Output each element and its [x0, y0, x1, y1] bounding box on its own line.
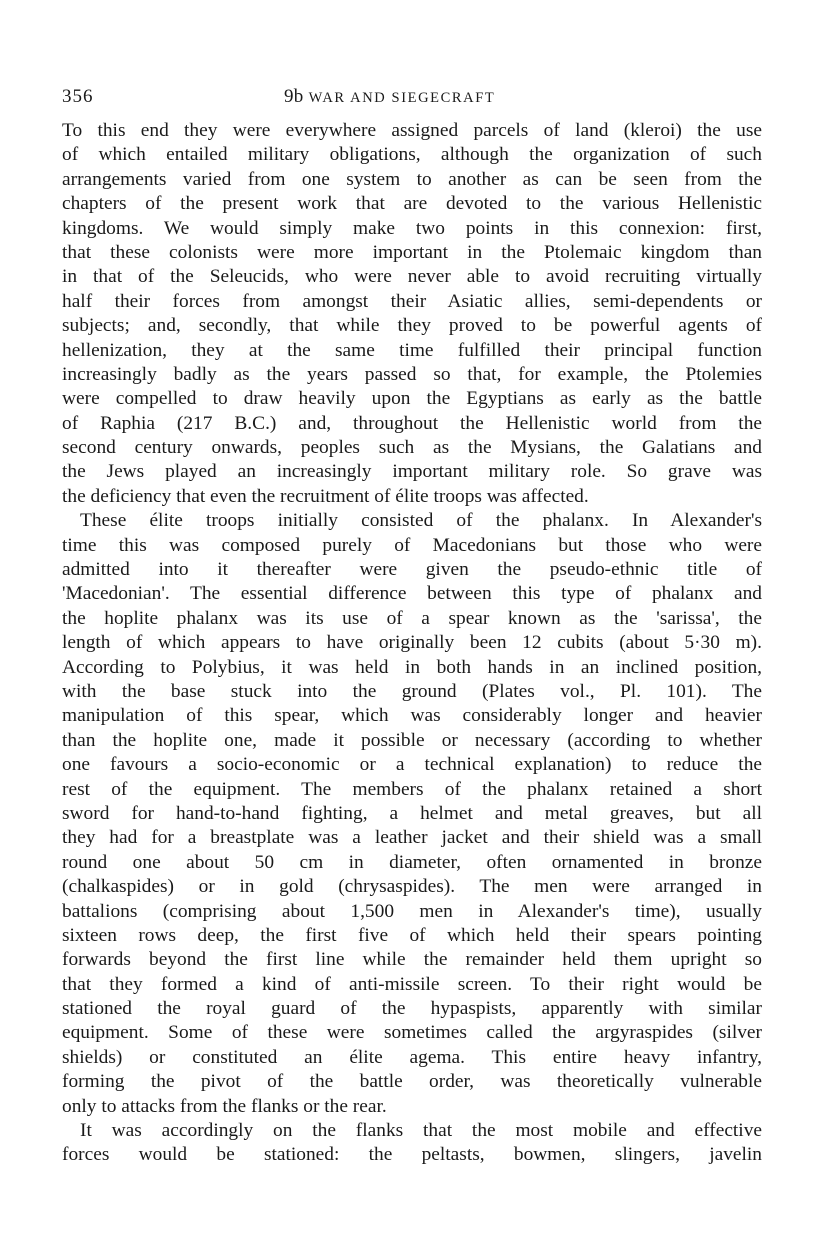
text-line: To this end they were everywhere assigned parcels of land (kleroi) the use — [62, 120, 762, 141]
text-line: length of which appears to have originally been 12 cubits (about 5·30 m). — [62, 632, 762, 654]
paragraph — [62, 509, 762, 1119]
text-line: It was accordingly on the flanks that the most mobile and effective — [80, 1120, 762, 1142]
text-line: the hoplite phalanx was its use of a spear known as the 'sarissa', the — [62, 607, 762, 629]
text-line: (chalkaspides) or in gold (chrysaspides). The men were arranged in — [62, 876, 762, 898]
text-line: manipulation of this spear, which was considerably longer and heavier — [62, 705, 762, 727]
body-text — [62, 119, 762, 1168]
text-line: subjects; and, secondly, that while they proved to be powerful agents of — [62, 315, 762, 337]
text-line: These élite troops initially consisted of the phalanx. In Alexander's — [80, 510, 762, 532]
text-line: of which entailed military obligations, although the organization of such — [62, 144, 762, 166]
text-line: rest of the equipment. The members of the phalanx retained a short — [62, 778, 762, 800]
text-line: forwards beyond the first line while the remainder held them upright so — [62, 949, 762, 971]
text-line: of Raphia (217 B.C.) and, throughout the Hellenistic world from the — [62, 412, 762, 434]
text-line: arrangements varied from one system to another as can be seen from the — [62, 168, 762, 190]
paragraph — [62, 119, 762, 509]
running-head — [62, 86, 762, 110]
text-line: one favours a socio-economic or a technical explanation) to reduce the — [62, 754, 762, 776]
text-line: equipment. Some of these were sometimes called the argyraspides (silver — [62, 1022, 762, 1044]
text-line: 'Macedonian'. The essential difference between this type of phalanx and — [62, 583, 762, 605]
text-line: chapters of the present work that are devoted to the various Hellenistic — [62, 193, 762, 215]
text-line: hellenization, they at the same time fulfilled their principal function — [62, 339, 762, 361]
text-line: sword for hand-to-hand fighting, a helmet and metal greaves, but all — [62, 802, 762, 824]
section-title: WAR AND SIEGECRAFT — [308, 90, 496, 106]
text-line: they had for a breastplate was a leather jacket and their shield was a small — [62, 827, 762, 849]
text-line: According to Polybius, it was held in both hands in an inclined position, — [62, 656, 762, 678]
text-line: battalions (comprising about 1,500 men in Alexander's time), usually — [62, 900, 762, 922]
text-line: the deficiency that even the recruitment of élite troops was affected. — [62, 485, 589, 507]
text-line: half their forces from amongst their Asiatic allies, semi-dependents or — [62, 290, 762, 312]
section-heading — [284, 86, 495, 108]
text-line: shields) or constituted an élite agema. This entire heavy infantry, — [62, 1046, 762, 1068]
section-number: 9b — [284, 86, 304, 107]
text-line: that they formed a kind of anti-missile screen. To their right would be — [62, 973, 762, 995]
text-line: time this was composed purely of Macedonians but those who were — [62, 534, 762, 556]
text-line: stationed the royal guard of the hypaspists, apparently with similar — [62, 998, 762, 1020]
text-line: sixteen rows deep, the first five of which held their spears pointing — [62, 924, 762, 946]
text-line: than the hoplite one, made it possible or necessary (according to whether — [62, 729, 762, 751]
text-line: increasingly badly as the years passed so that, for example, the Ptolemies — [62, 363, 762, 385]
text-line: in that of the Seleucids, who were never able to avoid recruiting virtually — [62, 266, 762, 288]
text-line: were compelled to draw heavily upon the Egyptians as early as the battle — [62, 388, 762, 410]
text-line: round one about 50 cm in diameter, often ornamented in bronze — [62, 851, 762, 873]
text-line: that these colonists were more important in the Ptolemaic kingdom than — [62, 241, 762, 263]
text-line: second century onwards, peoples such as the Mysians, the Galatians and — [62, 437, 762, 459]
text-line: forces would be stationed: the peltasts, bowmen, slingers, javelin — [62, 1144, 762, 1166]
text-line: the Jews played an increasingly important military role. So grave was — [62, 461, 762, 483]
paragraph — [62, 1119, 762, 1168]
text-line: admitted into it thereafter were given the pseudo-ethnic title of — [62, 559, 762, 581]
text-line: forming the pivot of the battle order, was theoretically vulnerable — [62, 1071, 762, 1093]
text-line: only to attacks from the flanks or the rear. — [62, 1095, 387, 1117]
text-line: kingdoms. We would simply make two points in this connexion: first, — [62, 217, 762, 239]
page-number: 356 — [62, 86, 94, 107]
text-line: with the base stuck into the ground (Plates vol., Pl. 101). The — [62, 680, 762, 702]
